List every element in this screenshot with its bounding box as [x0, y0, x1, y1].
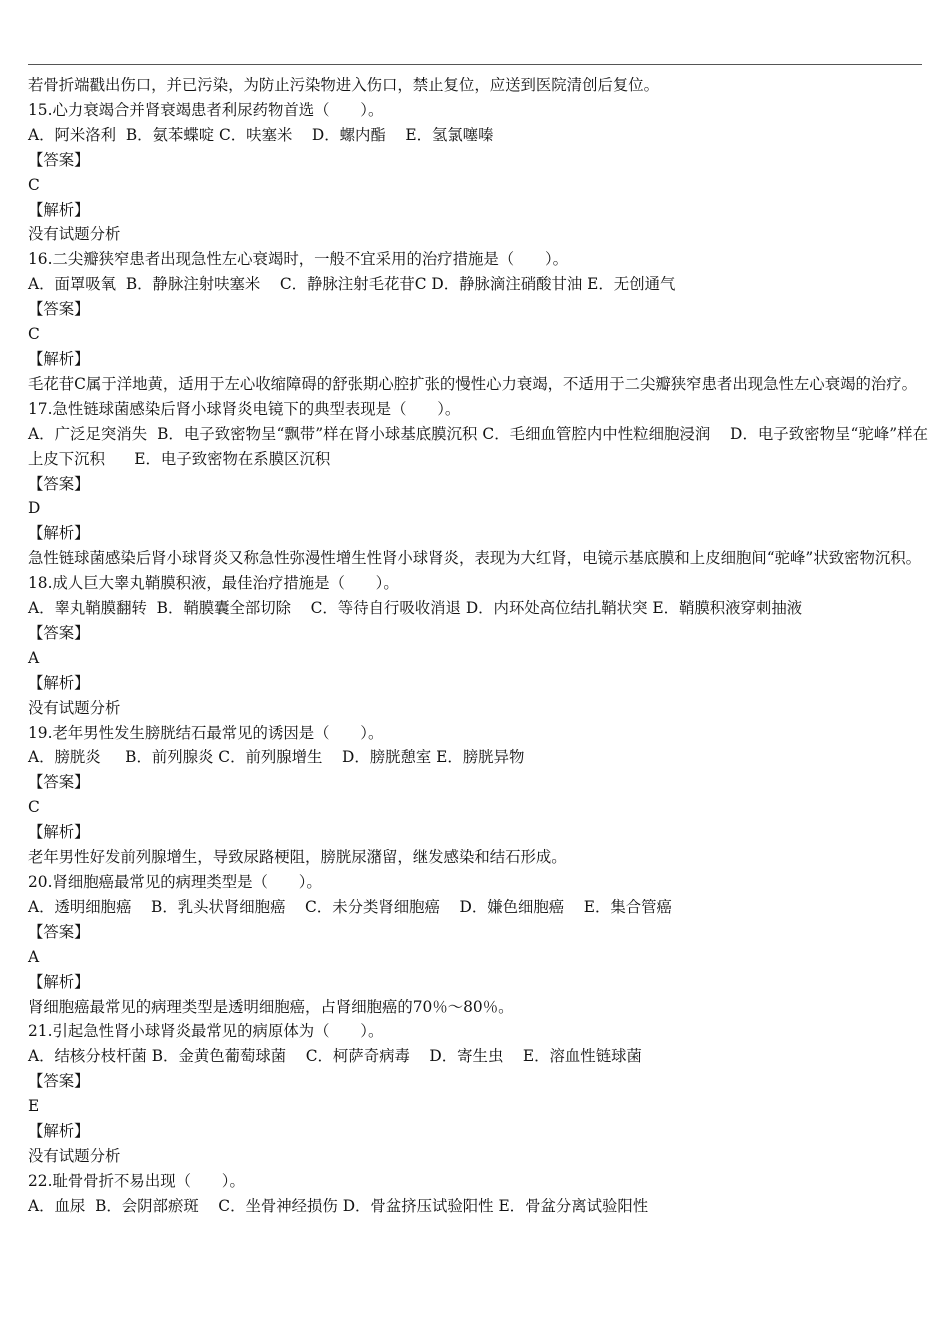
analysis-text: 没有试题分析 [28, 225, 121, 244]
answer-label: 【答案】 [28, 922, 90, 941]
answer-value: C [28, 798, 40, 817]
analysis-text: 没有试题分析 [28, 1146, 121, 1165]
answer-value: D [28, 499, 41, 518]
question-stem: 22.耻骨骨折不易出现（ ）。 [28, 1171, 245, 1190]
document-body [28, 73, 928, 1219]
answer-value: A [28, 648, 40, 667]
analysis-label: 【解析】 [28, 823, 90, 842]
analysis-label: 【解析】 [28, 972, 90, 991]
analysis-label: 【解析】 [28, 349, 90, 368]
answer-label: 【答案】 [28, 150, 90, 169]
intro-text: 若骨折端戳出伤口，并已污染，为防止污染物进入伤口，禁止复位，应送到医院清创后复位。 [28, 76, 660, 94]
answer-label: 【答案】 [28, 474, 90, 493]
answer-value: C [28, 325, 40, 344]
question-stem: 15.心力衰竭合并肾衰竭患者利尿药物首选（ ）。 [28, 100, 384, 119]
question-options: A．面罩吸氧 B．静脉注射呋塞米 C．静脉注射毛花苷C D．静脉滴注硝酸甘油 E．无创通气 [28, 275, 676, 294]
analysis-text: 急性链球菌感染后肾小球肾炎又称急性弥漫性增生性肾小球肾炎，表现为大红肾，电镜示基底膜和上皮细胞间“驼峰”状致密物沉积。 [28, 549, 922, 568]
answer-label: 【答案】 [28, 1072, 90, 1091]
question-options: A．结核分枝杆菌 B．金黄色葡萄球菌 C．柯萨奇病毒 D．寄生虫 E．溶血性链球菌 [28, 1047, 642, 1066]
analysis-label: 【解析】 [28, 200, 90, 219]
analysis-label: 【解析】 [28, 524, 90, 543]
question-stem: 20.肾细胞癌最常见的病理类型是（ ）。 [28, 873, 322, 891]
answer-label: 【答案】 [28, 300, 90, 319]
analysis-text: 毛花苷C属于洋地黄，适用于左心收缩障碍的舒张期心腔扩张的慢性心力衰竭，不适用于二尖瓣狭窄患者出现急性左心衰竭的治疗。 [28, 374, 918, 393]
analysis-text: 老年男性好发前列腺增生，导致尿路梗阻，膀胱尿潴留，继发感染和结石形成。 [28, 848, 567, 867]
header-rule [28, 64, 922, 65]
answer-label: 【答案】 [28, 623, 90, 642]
question-options: A．睾丸鞘膜翻转 B．鞘膜囊全部切除 C．等待自行吸收消退 D．内环处高位结扎鞘状突 E．鞘膜积液穿刺抽液 [28, 599, 803, 618]
answer-value: C [28, 175, 40, 194]
analysis-label: 【解析】 [28, 673, 90, 692]
question-options: A．膀胱炎 B．前列腺炎 C．前列腺增生 D．膀胱憩室 E．膀胱异物 [28, 748, 525, 767]
question-stem: 19.老年男性发生膀胱结石最常见的诱因是（ ）。 [28, 723, 384, 742]
question-stem: 21.引起急性肾小球肾炎最常见的病原体为（ ）。 [28, 1022, 384, 1041]
question-stem: 16.二尖瓣狭窄患者出现急性左心衰竭时，一般不宜采用的治疗措施是（ ）。 [28, 250, 569, 269]
question-options: A．广泛足突消失 B．电子致密物呈“飘带”样在肾小球基底膜沉积 C．毛细血管腔内中性粒细胞浸润 D．电子致密物呈“驼峰”样在上皮下沉积 E．电子致密物在系膜区沉积 [28, 424, 928, 468]
analysis-text: 肾细胞癌最常见的病理类型是透明细胞癌，占肾细胞癌的70％～80％。 [28, 997, 514, 1016]
analysis-label: 【解析】 [28, 1122, 90, 1141]
question-options: A．透明细胞癌 B．乳头状肾细胞癌 C．未分类肾细胞癌 D．嫌色细胞癌 E．集合管癌 [28, 897, 672, 916]
answer-label: 【答案】 [28, 773, 90, 792]
question-options: A．血尿 B．会阴部瘀斑 C．坐骨神经损伤 D．骨盆挤压试验阳性 E．骨盆分离试验阳性 [28, 1196, 649, 1215]
question-stem: 18.成人巨大睾丸鞘膜积液，最佳治疗措施是（ ）。 [28, 574, 399, 593]
answer-value: A [28, 947, 40, 966]
analysis-text: 没有试题分析 [28, 698, 121, 717]
question-stem: 17.急性链球菌感染后肾小球肾炎电镜下的典型表现是（ ）。 [28, 399, 461, 418]
question-options: A．阿米洛利 B．氨苯蝶啶 C．呋塞米 D．螺内酯 E．氢氯噻嗪 [28, 125, 494, 144]
answer-value: E [28, 1097, 40, 1116]
